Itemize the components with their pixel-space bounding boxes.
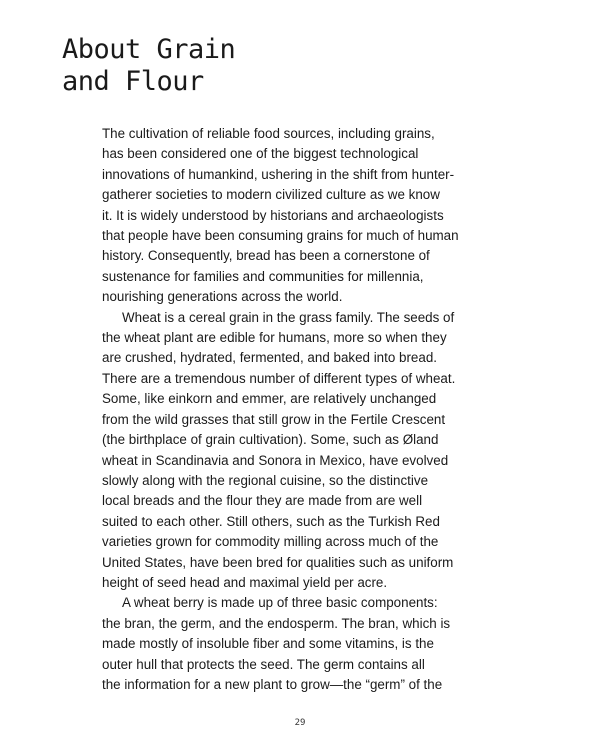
paragraph-1 <box>102 124 502 308</box>
text-line: A wheat berry is made up of three basic components: <box>122 595 438 611</box>
text-line: varieties grown for commodity milling across much of the <box>102 534 439 550</box>
paragraph-3 <box>102 593 502 695</box>
text-line: history. Consequently, bread has been a cornerstone of <box>102 248 430 264</box>
text-line: There are a tremendous number of different types of wheat. <box>102 370 456 386</box>
text-line: Some, like einkorn and emmer, are relatively unchanged <box>102 391 437 407</box>
body-text <box>102 124 502 695</box>
text-line: (the birthplace of grain cultivation). Some, such as Øland <box>102 432 439 448</box>
text-line: from the wild grasses that still grow in the Fertile Crescent <box>102 411 446 427</box>
text-line: it. It is widely understood by historians and archaeologists <box>102 207 444 223</box>
text-line: gatherer societies to modern civilized culture as we know <box>102 187 440 203</box>
text-line: outer hull that protects the seed. The germ contains all <box>102 656 425 672</box>
text-line: height of seed head and maximal yield per acre. <box>102 574 388 590</box>
text-line: innovations of humankind, ushering in the shift from hunter- <box>102 166 455 182</box>
text-line: The cultivation of reliable food sources, including grains, <box>102 126 435 141</box>
text-line: that people have been consuming grains for much of human <box>102 228 459 244</box>
text-line: has been considered one of the biggest technological <box>102 146 419 162</box>
text-line: local breads and the flour they are made from are well <box>102 493 423 509</box>
text-line: United States, have been bred for qualities such as uniform <box>102 554 454 570</box>
text-line: slowly along with the regional cuisine, so the distinctive <box>102 472 429 488</box>
paragraph-2 <box>102 308 502 594</box>
text-line: the bran, the germ, and the endosperm. The bran, which is <box>102 615 451 631</box>
page-number: 29 <box>294 718 306 728</box>
text-line: the wheat plant are edible for humans, more so when they <box>102 330 447 346</box>
text-line: suited to each other. Still others, such as the Turkish Red <box>102 513 440 529</box>
text-line: sustenance for families and communities for millennia, <box>102 268 424 284</box>
text-line: nourishing generations across the world. <box>102 289 343 305</box>
text-line: Wheat is a cereal grain in the grass family. The seeds of <box>122 309 455 325</box>
page-title-line: and Flour <box>62 66 204 97</box>
text-line: the information for a new plant to grow—the “germ” of the <box>102 676 443 692</box>
text-line: are crushed, hydrated, fermented, and baked into bread. <box>102 350 437 366</box>
text-line: made mostly of insoluble fiber and some vitamins, is the <box>102 636 434 652</box>
text-line: wheat in Scandinavia and Sonora in Mexico, have evolved <box>102 452 449 468</box>
page-title <box>62 34 235 98</box>
page-title-line: About Grain <box>62 34 236 65</box>
